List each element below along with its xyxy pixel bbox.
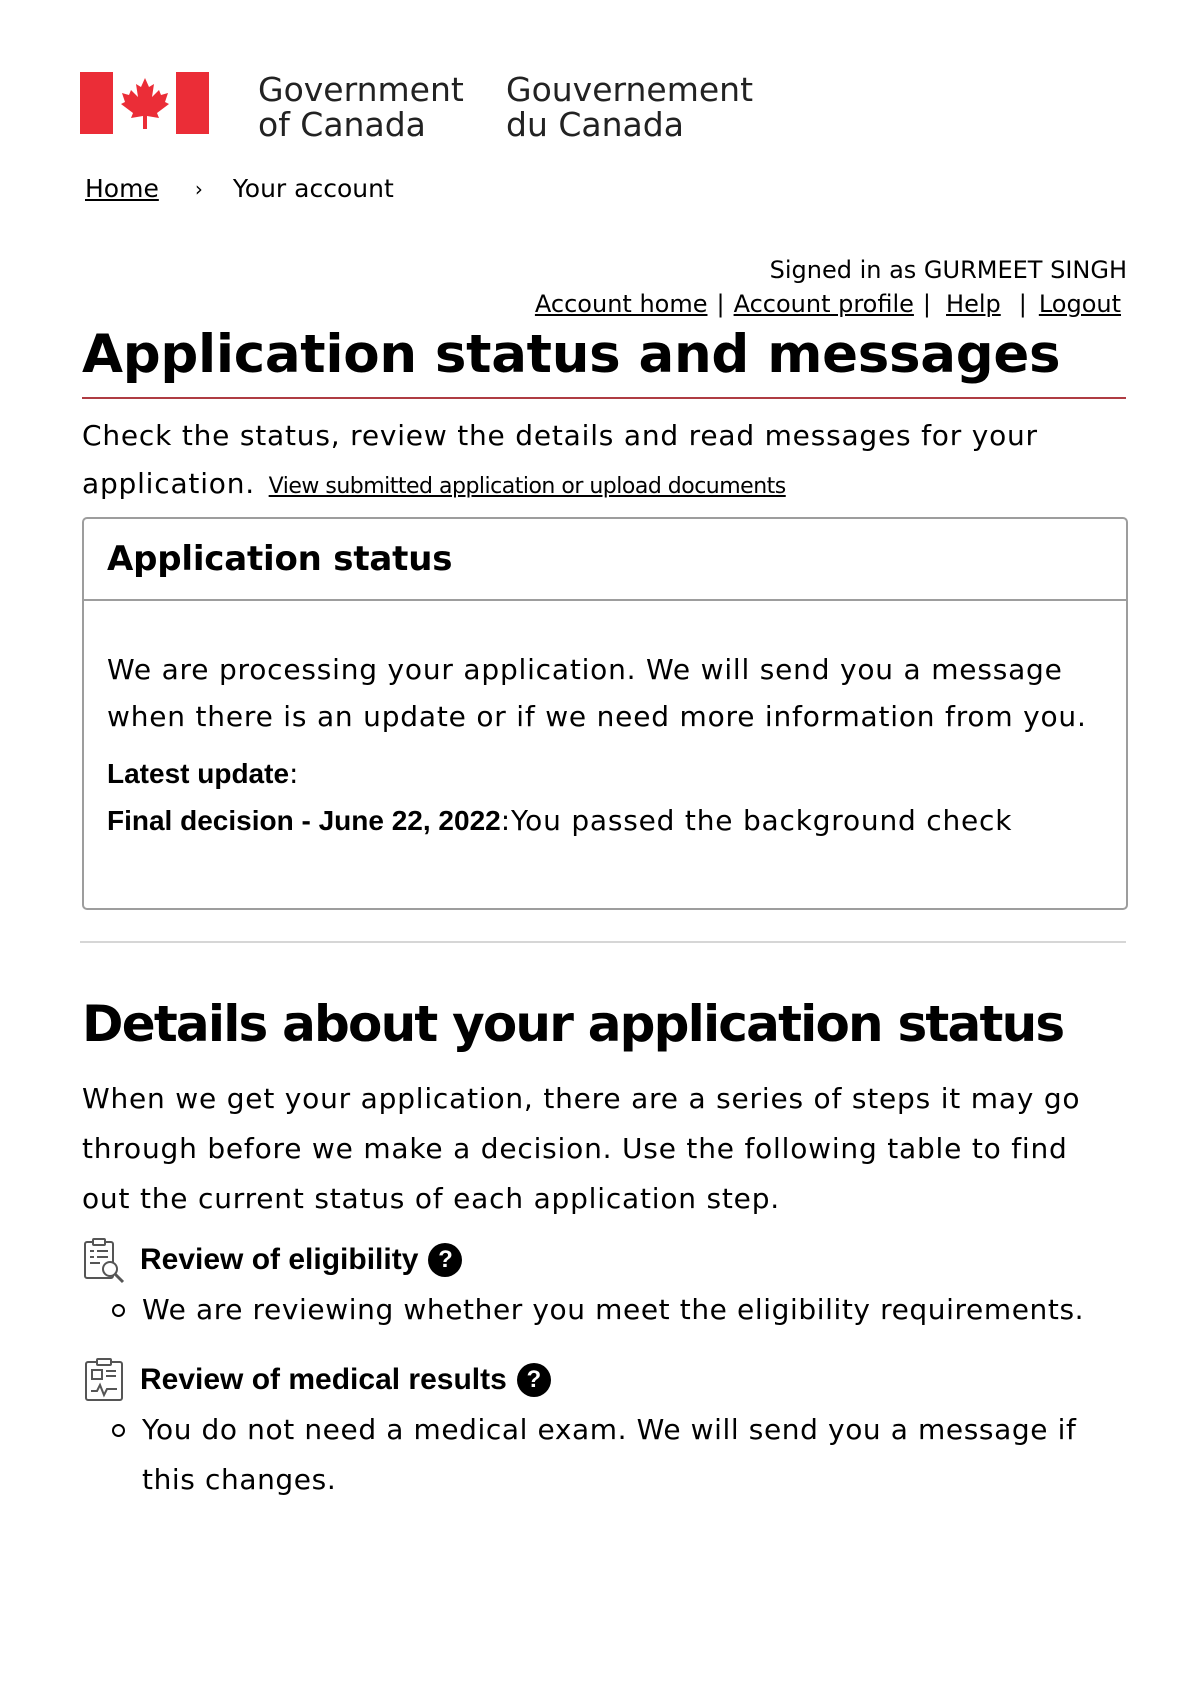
signed-in-text: Signed in as GURMEET SINGH (769, 256, 1127, 284)
logout-link[interactable]: Logout (1038, 290, 1121, 318)
step-header (80, 1355, 1130, 1405)
final-decision-label: Final decision - June 22, 2022 (107, 805, 501, 836)
final-decision (107, 797, 1103, 844)
final-decision-colon: : (500, 804, 511, 837)
separator: | (922, 290, 932, 318)
panel-heading: Application status (107, 539, 453, 579)
step-title: Review of medical results (140, 1363, 507, 1396)
latest-update-colon: : (289, 757, 300, 790)
details-paragraph: When we get your application, there are a series of steps it may go through before we make a decision. Use the following table to find out the current status of each application step. (82, 1082, 1081, 1215)
gov-fr-line2: du Canada (506, 105, 684, 144)
latest-update-label: Latest update (107, 758, 290, 789)
final-decision-text: You passed the background check (510, 804, 1013, 837)
panel-header (84, 519, 1126, 601)
clipboard-search-icon (80, 1236, 128, 1284)
step-header (80, 1235, 1130, 1285)
status-message: We are processing your application. We will send you a message when there is an update or if we need more information from you. (107, 653, 1087, 733)
breadcrumb-current: Your account (232, 174, 394, 203)
view-application-link[interactable]: View submitted application or upload documents (268, 474, 786, 499)
account-menu (535, 290, 1121, 318)
account-home-link[interactable]: Account home (534, 290, 708, 318)
canada-flag-logo (80, 72, 209, 134)
help-icon[interactable]: ? (517, 1363, 551, 1397)
chevron-right-icon: › (194, 176, 203, 201)
step-eligibility (80, 1235, 1130, 1335)
medical-clipboard-icon (80, 1356, 128, 1404)
details-heading: Details about your application status (82, 995, 1064, 1053)
breadcrumb (85, 174, 394, 203)
application-status-panel (82, 517, 1128, 910)
government-signature-fr (506, 72, 753, 142)
gov-en-line1: Government (258, 70, 464, 109)
step-medical (80, 1355, 1130, 1505)
list-item: We are reviewing whether you meet the eligibility requirements. (142, 1285, 1130, 1335)
intro-paragraph (82, 412, 1082, 511)
page-title: Application status and messages (82, 324, 1061, 385)
government-signature-en (258, 72, 464, 142)
section-divider (80, 941, 1126, 943)
gov-en-line2: of Canada (258, 105, 426, 144)
separator: | (716, 290, 725, 318)
title-underline (82, 397, 1126, 399)
maple-leaf-icon (118, 76, 172, 130)
breadcrumb-home-link[interactable]: Home (85, 174, 159, 203)
separator: | (1018, 290, 1027, 318)
help-link[interactable]: Help (946, 290, 1001, 318)
account-profile-link[interactable]: Account profile (733, 290, 914, 318)
gov-fr-line1: Gouvernement (506, 70, 754, 109)
panel-body (84, 601, 1126, 844)
step-title: Review of eligibility (140, 1243, 419, 1276)
list-item: You do not need a medical exam. We will send you a message if this changes. (142, 1405, 1130, 1505)
step-status-list (80, 1285, 1130, 1335)
intro-text: Check the status, review the details and read messages for your application. (82, 419, 1038, 500)
latest-update (107, 750, 1103, 797)
help-icon[interactable]: ? (428, 1243, 462, 1277)
step-status-list (80, 1405, 1130, 1505)
